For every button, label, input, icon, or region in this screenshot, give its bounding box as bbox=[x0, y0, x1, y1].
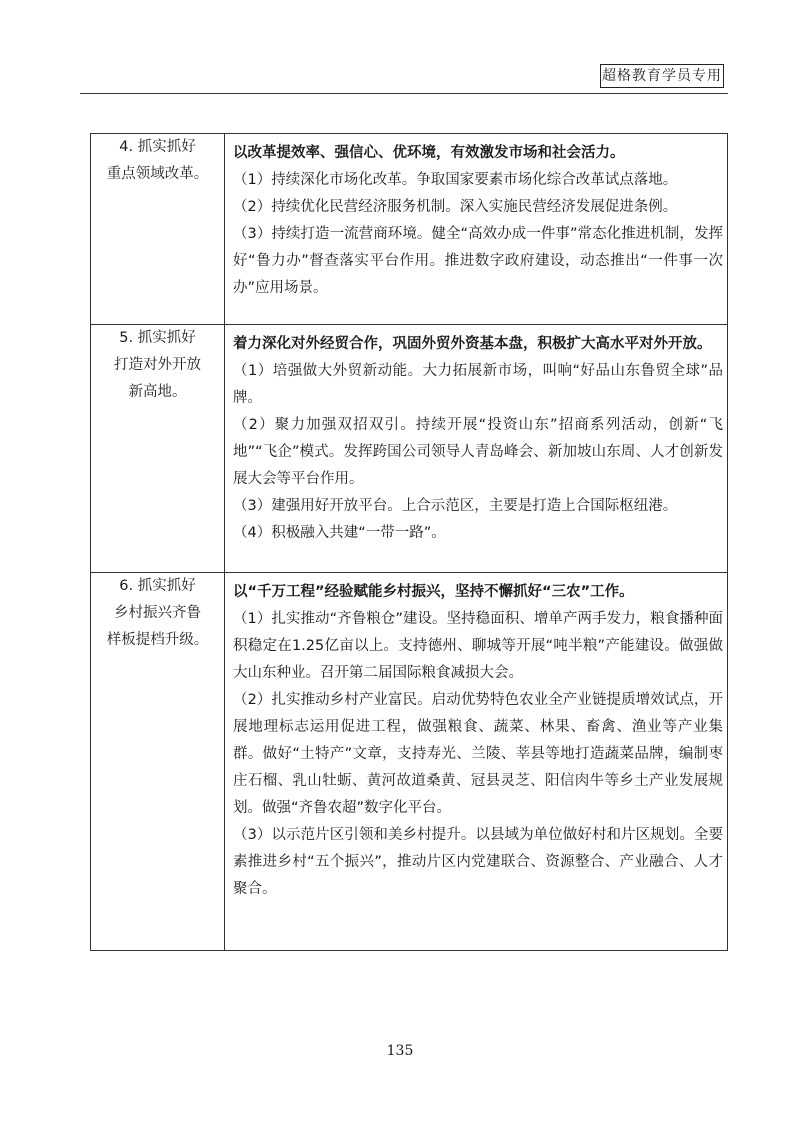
row-paragraph: （3）以示范片区引领和美乡村提升。以县域为单位做好村和片区规划。全要素推进乡村“五个振兴”，推动片区内党建联合、资源整合、产业融合、人才聚合。 bbox=[233, 827, 723, 897]
row-paragraph: （3）持续打造一流营商环境。健全“高效办成一件事”常态化推进机制，发挥好“鲁力办”督查落实平台作用。推进数字政府建设，动态推出“一件事一次办”应用场景。 bbox=[233, 226, 723, 296]
row-lead-paragraph: 着力深化对外经贸合作，巩固外贸外资基本盘，积极扩大高水平对外开放。 bbox=[233, 336, 712, 352]
row-paragraph: （2）聚力加强双招双引。持续开展“投资山东”招商系列活动，创新“飞地”“飞企”模式。发挥跨国公司领导人青岛峰会、新加坡山东周、人才创新发展大会等平台作用。 bbox=[233, 417, 723, 487]
row-content bbox=[225, 573, 728, 951]
row-paragraph: （1）培强做大外贸新动能。大力拓展新市场，叫响“好品山东鲁贸全球”品牌。 bbox=[233, 363, 723, 406]
row-content bbox=[225, 134, 728, 325]
row-paragraph: （2）扎实推动乡村产业富民。启动优势特色农业全产业链提质增效试点，开展地理标志运用促进工程，做强粮食、蔬菜、林果、畜禽、渔业等产业集群。做好“土特产”文章，支持寿光、兰陵、莘县等地打造蔬菜品牌，编制枣庄石榴、乳山牡蛎、黄河故道桑黄、冠县灵芝、阳信肉牛等乡土产业发展规划。做强“齐鲁农超”数字化平台。 bbox=[233, 692, 723, 816]
row-content bbox=[225, 325, 728, 573]
table-row bbox=[91, 325, 728, 573]
row-lead-paragraph: 以“千万工程”经验赋能乡村振兴，坚持不懈抓好“三农”工作。 bbox=[233, 584, 634, 600]
row-label-line: 新高地。 bbox=[128, 384, 187, 400]
row-paragraph: （4）积极融入共建“一带一路”。 bbox=[233, 525, 446, 541]
row-paragraph: （1）扎实推动“齐鲁粮仓”建设。坚持稳面积、增单产两手发力，粮食播种面积稳定在1.25亿亩以上。支持德州、聊城等开展“吨半粮”产能建设。做强做大山东种业。召开第二届国际粮食减损大会。 bbox=[233, 611, 723, 681]
row-lead-paragraph: 以改革提效率、强信心、优环境，有效激发市场和社会活力。 bbox=[233, 145, 625, 161]
row-paragraph: （1）持续深化市场化改革。争取国家要素市场化综合改革试点落地。 bbox=[233, 172, 678, 188]
row-label-line: 5. 抓实抓好 bbox=[119, 330, 196, 346]
row-label bbox=[91, 325, 225, 573]
table-row bbox=[91, 573, 728, 951]
row-label-line: 打造对外开放 bbox=[114, 357, 201, 373]
row-label-line: 6. 抓实抓好 bbox=[119, 578, 196, 594]
content-table bbox=[90, 133, 728, 951]
row-paragraph: （3）建强用好开放平台。上合示范区，主要是打造上合国际枢纽港。 bbox=[233, 498, 678, 514]
row-label-line: 样板提档升级。 bbox=[106, 632, 209, 648]
header-rule bbox=[80, 93, 728, 94]
row-label bbox=[91, 134, 225, 325]
header-badge: 超格教育学员专用 bbox=[600, 64, 724, 88]
table-row bbox=[91, 134, 728, 325]
row-label-line: 重点领域改革。 bbox=[106, 166, 209, 182]
row-label-line: 4. 抓实抓好 bbox=[119, 139, 196, 155]
row-label-line: 乡村振兴齐鲁 bbox=[114, 605, 201, 621]
row-paragraph: （2）持续优化民营经济服务机制。深入实施民营经济发展促进条例。 bbox=[233, 199, 678, 215]
row-label bbox=[91, 573, 225, 951]
page-number: 135 bbox=[386, 1043, 414, 1059]
